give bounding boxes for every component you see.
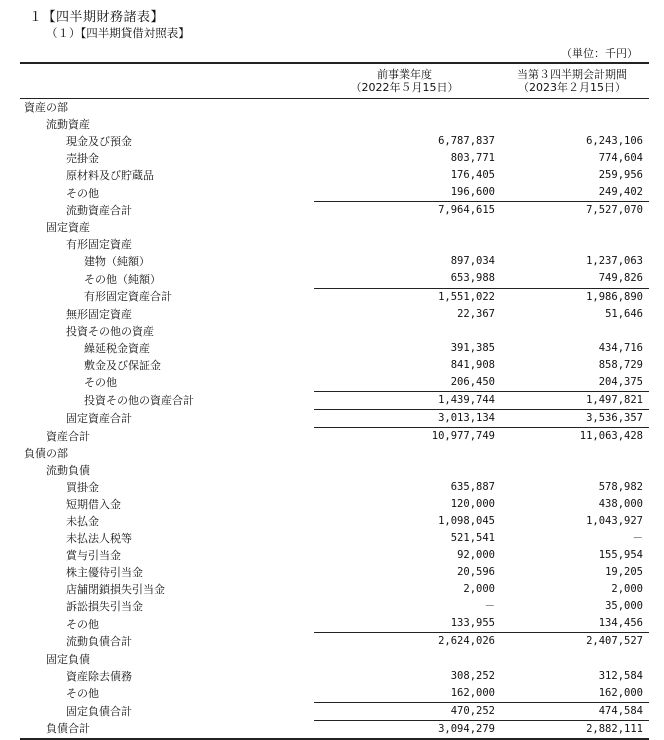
row-label: 負債の部 (24, 446, 68, 460)
prev-period-value: 1,098,045 (438, 515, 495, 528)
table-row (20, 306, 649, 323)
prev-period-value (314, 445, 501, 462)
current-period-value (501, 236, 649, 253)
table-row (20, 288, 649, 306)
current-period-value (501, 116, 649, 133)
row-label: 短期借入金 (66, 498, 121, 512)
current-period-value: 35,000 (605, 600, 643, 613)
prev-period-value (314, 651, 501, 668)
current-period-value: 51,646 (605, 307, 643, 320)
row-label: 流動負債 (46, 464, 90, 477)
prev-period-value: 3,013,134 (314, 409, 501, 427)
row-label: 株主優待引当金 (66, 566, 143, 580)
current-period-value: 6,243,106 (586, 135, 643, 148)
table-row (20, 202, 649, 220)
row-label: その他 (66, 686, 99, 700)
row-label: 繰延税金資産 (84, 341, 150, 355)
row-label: その他 (66, 186, 99, 200)
table-row (20, 184, 649, 202)
prev-period-value: 2,000 (463, 583, 495, 596)
row-label: その他 (66, 617, 99, 631)
table-row (20, 340, 649, 357)
row-label: 敷金及び保証金 (84, 358, 161, 372)
prev-period-date: （2022年５月15日） (350, 81, 459, 94)
table-row (20, 270, 649, 288)
current-period-value: 2,000 (611, 583, 643, 596)
unit-label: （単位：千円） (561, 47, 638, 60)
prev-period-value: 92,000 (457, 549, 495, 562)
row-label: 賞与引当金 (66, 549, 121, 563)
row-label: 投資その他の資産合計 (84, 393, 194, 407)
current-period-value: 2,882,111 (501, 720, 649, 739)
current-period-value: 434,716 (598, 341, 643, 354)
prev-period-value: 206,450 (450, 375, 495, 388)
table-row (20, 99, 649, 117)
table-row (20, 427, 649, 445)
table-row (20, 219, 649, 236)
row-label: 原材料及び貯蔵品 (66, 169, 154, 183)
prev-period-value: 653,988 (450, 272, 495, 285)
row-label: 買掛金 (66, 481, 99, 495)
prev-period-value (314, 219, 501, 236)
row-label: 資産合計 (46, 429, 90, 443)
prev-period-value: 120,000 (450, 498, 495, 511)
row-label: 訴訟損失引当金 (66, 600, 143, 614)
current-period-value: 749,826 (598, 272, 643, 285)
table-row (20, 236, 649, 253)
current-period-value: 1,237,063 (586, 255, 643, 268)
current-period-value (501, 219, 649, 236)
table-row (20, 167, 649, 184)
row-label: 固定負債合計 (66, 704, 132, 718)
prev-period-value: 1,551,022 (314, 288, 501, 306)
table-row (20, 323, 649, 340)
row-label: 有形固定資産 (66, 238, 132, 252)
row-label: 固定資産合計 (66, 411, 132, 425)
table-row (20, 391, 649, 409)
table-row (20, 409, 649, 427)
row-label: 固定資産 (46, 221, 90, 235)
current-period-value: 1,986,890 (501, 288, 649, 306)
current-period-value: 774,604 (598, 152, 643, 165)
current-period-value: － (632, 532, 643, 545)
row-label: 建物（純額） (84, 255, 150, 269)
table-row (20, 598, 649, 615)
table-row (20, 253, 649, 270)
row-label: 未払金 (66, 515, 99, 529)
prev-period-value: 635,887 (450, 481, 495, 494)
current-period-value: 3,536,357 (501, 409, 649, 427)
current-period-date: （2023年２月15日） (518, 81, 626, 94)
current-period-value: 155,954 (598, 549, 643, 562)
row-label: 固定負債 (46, 652, 90, 666)
prev-period-value: 7,964,615 (314, 202, 501, 220)
prev-period-value: 841,908 (450, 358, 495, 371)
prev-period-value (314, 99, 501, 117)
current-period-value: 1,497,821 (501, 391, 649, 409)
header-prev-period (314, 63, 501, 99)
table-header-row (20, 63, 649, 99)
prev-period-value: 22,367 (457, 307, 495, 320)
prev-period-value: 10,977,749 (314, 427, 501, 445)
current-period-value: 249,402 (598, 186, 643, 199)
table-row (20, 668, 649, 685)
table-row (20, 496, 649, 513)
row-label: 資産除去債務 (66, 669, 132, 683)
prev-period-value: 308,252 (450, 669, 495, 682)
current-period-value: 19,205 (605, 566, 643, 579)
table-row (20, 374, 649, 392)
prev-period-value: － (484, 600, 495, 613)
current-period-value: 858,729 (598, 358, 643, 371)
prev-period-title: 前事業年度 (377, 68, 432, 81)
table-body (20, 99, 649, 739)
table-row (20, 479, 649, 496)
prev-period-value (314, 116, 501, 133)
prev-period-value: 803,771 (450, 152, 495, 165)
header-label-cell (20, 63, 314, 99)
current-period-value: 312,584 (598, 669, 643, 682)
table-row (20, 720, 649, 739)
table-row (20, 581, 649, 598)
prev-period-value: 162,000 (450, 686, 495, 699)
row-label: 流動資産合計 (66, 204, 132, 218)
current-period-value: 11,063,428 (501, 427, 649, 445)
table-row (20, 133, 649, 150)
prev-period-value (314, 236, 501, 253)
table-row (20, 702, 649, 720)
row-label: 流動資産 (46, 118, 90, 132)
current-period-title: 当第３四半期会計期間 (517, 68, 627, 81)
table-row (20, 116, 649, 133)
prev-period-value: 6,787,837 (438, 135, 495, 148)
current-period-value (501, 445, 649, 462)
prev-period-value: 133,955 (450, 617, 495, 630)
current-period-value (501, 462, 649, 479)
balance-sheet-table (20, 62, 649, 740)
prev-period-value (314, 323, 501, 340)
header-current-period (501, 63, 649, 99)
current-period-value: 438,000 (598, 498, 643, 511)
table-row (20, 615, 649, 633)
table-row (20, 513, 649, 530)
row-label: 無形固定資産 (66, 307, 132, 321)
row-label: 流動負債合計 (66, 635, 132, 649)
prev-period-value: 20,596 (457, 566, 495, 579)
section-title: １【四半期財務諸表】 (29, 10, 165, 25)
prev-period-value: 391,385 (450, 341, 495, 354)
row-label: 売掛金 (66, 152, 99, 166)
prev-period-value: 3,094,279 (314, 720, 501, 739)
row-label: 店舗閉鎖損失引当金 (66, 583, 165, 597)
current-period-value: 578,982 (598, 481, 643, 494)
table-row (20, 150, 649, 167)
row-label: その他 (84, 376, 117, 390)
prev-period-value: 1,439,744 (314, 391, 501, 409)
row-label: 投資その他の資産 (66, 324, 154, 338)
current-period-value: 474,584 (501, 702, 649, 720)
table-row (20, 651, 649, 668)
table-row (20, 462, 649, 479)
table-row (20, 530, 649, 547)
prev-period-value: 196,600 (450, 186, 495, 199)
current-period-value: 134,456 (598, 617, 643, 630)
current-period-value: 2,407,527 (501, 633, 649, 651)
table-row (20, 633, 649, 651)
row-label: その他（純額） (84, 272, 161, 286)
row-label: 負債合計 (20, 720, 314, 739)
current-period-value (501, 323, 649, 340)
prev-period-value: 176,405 (450, 169, 495, 182)
table-row (20, 564, 649, 581)
table-row (20, 445, 649, 462)
table-row (20, 357, 649, 374)
row-label: 資産の部 (20, 99, 314, 117)
prev-period-value: 521,541 (450, 532, 495, 545)
current-period-value: 259,956 (598, 169, 643, 182)
subsection-title: （１）【四半期貸借対照表】 (46, 26, 190, 40)
prev-period-value: 470,252 (314, 702, 501, 720)
current-period-value: 162,000 (598, 686, 643, 699)
prev-period-value: 2,624,026 (314, 633, 501, 651)
table-row (20, 547, 649, 564)
row-label: 未払法人税等 (66, 532, 132, 546)
table-row (20, 685, 649, 703)
current-period-value (501, 651, 649, 668)
row-label: 現金及び預金 (66, 135, 132, 149)
current-period-value: 7,527,070 (501, 202, 649, 220)
prev-period-value: 897,034 (450, 255, 495, 268)
prev-period-value (314, 462, 501, 479)
row-label: 有形固定資産合計 (84, 290, 172, 304)
current-period-value: 1,043,927 (586, 515, 643, 528)
current-period-value (501, 99, 649, 117)
current-period-value: 204,375 (598, 375, 643, 388)
